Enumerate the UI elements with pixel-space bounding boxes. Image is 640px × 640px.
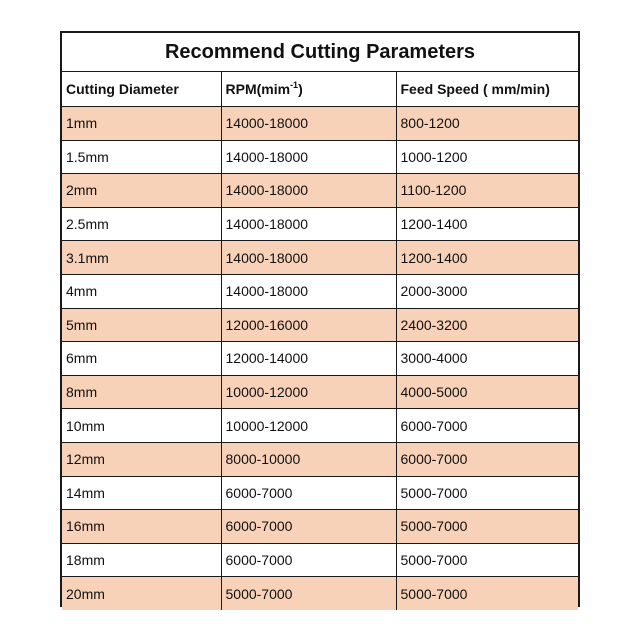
cell-diameter: 10mm bbox=[62, 409, 221, 443]
table-row bbox=[62, 442, 578, 476]
table-body bbox=[62, 107, 578, 610]
cell-rpm: 10000-12000 bbox=[221, 409, 396, 443]
header-rpm-label: RPM(mim bbox=[225, 81, 291, 97]
cell-diameter: 8mm bbox=[62, 375, 221, 409]
cell-rpm: 12000-16000 bbox=[221, 308, 396, 342]
table-row bbox=[62, 107, 578, 141]
cell-rpm: 6000-7000 bbox=[221, 543, 396, 577]
cell-feed: 6000-7000 bbox=[396, 409, 578, 443]
table-row bbox=[62, 543, 578, 577]
cell-diameter: 4mm bbox=[62, 274, 221, 308]
table-row bbox=[62, 577, 578, 610]
cell-feed: 6000-7000 bbox=[396, 442, 578, 476]
cell-feed: 1200-1400 bbox=[396, 207, 578, 241]
cell-rpm: 14000-18000 bbox=[221, 174, 396, 208]
table-row bbox=[62, 476, 578, 510]
table-row bbox=[62, 308, 578, 342]
table-row bbox=[62, 274, 578, 308]
cell-diameter: 20mm bbox=[62, 577, 221, 610]
cell-diameter: 12mm bbox=[62, 442, 221, 476]
cell-rpm: 14000-18000 bbox=[221, 140, 396, 174]
cutting-parameters-table bbox=[60, 31, 580, 607]
cell-feed: 2000-3000 bbox=[396, 274, 578, 308]
table-row bbox=[62, 510, 578, 544]
header-row bbox=[62, 72, 578, 107]
cell-feed: 4000-5000 bbox=[396, 375, 578, 409]
cell-feed: 1100-1200 bbox=[396, 174, 578, 208]
cell-rpm: 14000-18000 bbox=[221, 274, 396, 308]
cell-feed: 1000-1200 bbox=[396, 140, 578, 174]
table-title: Recommend Cutting Parameters bbox=[62, 33, 578, 72]
table-row bbox=[62, 342, 578, 376]
cell-diameter: 14mm bbox=[62, 476, 221, 510]
header-rpm-exponent: -1 bbox=[290, 80, 299, 90]
cell-feed: 800-1200 bbox=[396, 107, 578, 141]
cell-diameter: 2.5mm bbox=[62, 207, 221, 241]
cell-diameter: 2mm bbox=[62, 174, 221, 208]
header-rpm bbox=[221, 72, 396, 107]
cell-diameter: 6mm bbox=[62, 342, 221, 376]
cell-rpm: 6000-7000 bbox=[221, 510, 396, 544]
table-row bbox=[62, 174, 578, 208]
table-row bbox=[62, 207, 578, 241]
cell-rpm: 12000-14000 bbox=[221, 342, 396, 376]
cell-rpm: 14000-18000 bbox=[221, 107, 396, 141]
cell-feed: 5000-7000 bbox=[396, 476, 578, 510]
cell-rpm: 8000-10000 bbox=[221, 442, 396, 476]
cell-feed: 5000-7000 bbox=[396, 510, 578, 544]
table-row bbox=[62, 140, 578, 174]
header-rpm-close: ) bbox=[298, 81, 303, 97]
table-row bbox=[62, 375, 578, 409]
cell-diameter: 18mm bbox=[62, 543, 221, 577]
cell-diameter: 1.5mm bbox=[62, 140, 221, 174]
cell-rpm: 10000-12000 bbox=[221, 375, 396, 409]
table-row bbox=[62, 409, 578, 443]
cell-rpm: 14000-18000 bbox=[221, 241, 396, 275]
cell-diameter: 1mm bbox=[62, 107, 221, 141]
cell-diameter: 16mm bbox=[62, 510, 221, 544]
parameters-grid bbox=[62, 72, 578, 610]
cell-feed: 1200-1400 bbox=[396, 241, 578, 275]
cell-feed: 5000-7000 bbox=[396, 577, 578, 610]
cell-rpm: 6000-7000 bbox=[221, 476, 396, 510]
cell-feed: 5000-7000 bbox=[396, 543, 578, 577]
header-feed-speed: Feed Speed ( mm/min) bbox=[396, 72, 578, 107]
cell-diameter: 5mm bbox=[62, 308, 221, 342]
table-row bbox=[62, 241, 578, 275]
cell-feed: 2400-3200 bbox=[396, 308, 578, 342]
cell-feed: 3000-4000 bbox=[396, 342, 578, 376]
cell-rpm: 5000-7000 bbox=[221, 577, 396, 610]
cell-diameter: 3.1mm bbox=[62, 241, 221, 275]
cell-rpm: 14000-18000 bbox=[221, 207, 396, 241]
header-cutting-diameter: Cutting Diameter bbox=[62, 72, 221, 107]
